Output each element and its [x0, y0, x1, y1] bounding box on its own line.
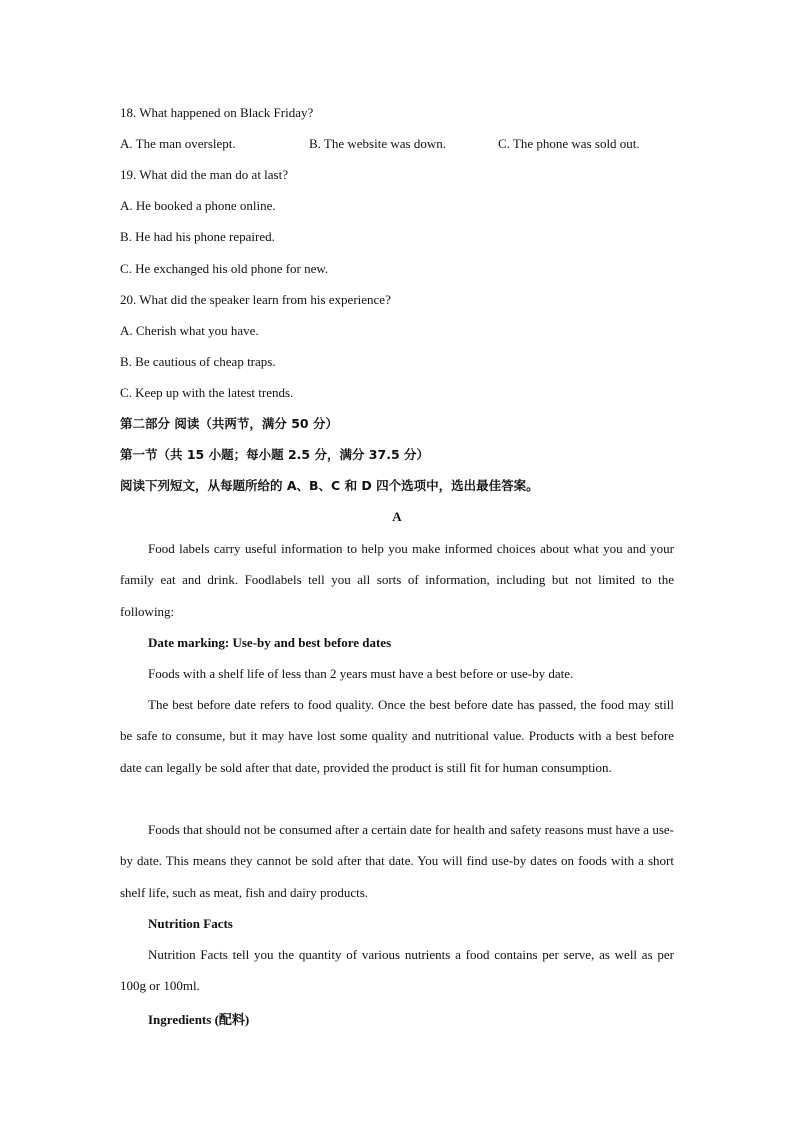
use-by-paragraph: Foods that should not be consumed after a certain date for health and safety reasons must have a use-by date. This means they cannot be sold after that date. You will find use-by dates on foods with a short shelf life, such as meat, fish and dairy products.	[120, 822, 674, 900]
reading-instruction: 阅读下列短文，从每题所给的 A、B、C 和 D 四个选项中，选出最佳答案。	[120, 478, 539, 493]
question-19-option-b: B. He had his phone repaired.	[120, 229, 275, 244]
question-20-stem: 20. What did the speaker learn from his experience?	[120, 292, 391, 307]
passage-label: A	[392, 509, 402, 524]
date-marking-heading: Date marking: Use-by and best before dates	[148, 635, 392, 650]
question-19-option-a: A. He booked a phone online.	[120, 198, 276, 213]
question-20-option-c: C. Keep up with the latest trends.	[120, 385, 294, 400]
best-before-paragraph: The best before date refers to food quality. Once the best before date has passed, the food may still be safe to consume, but it may have lost some quality and nutritional value. Products with a best before date can legally be sold after that date, provided the product is still fit for human consumption.	[120, 697, 674, 775]
question-18-option-c: C. The phone was sold out.	[498, 136, 640, 151]
subsection-title: 第一节（共 15 小题；每小题 2.5 分，满分 37.5 分）	[120, 447, 429, 462]
question-20-option-a: A. Cherish what you have.	[120, 323, 259, 338]
nutrition-facts-paragraph: Nutrition Facts tell you the quantity of various nutrients a food contains per serve, as well as per 100g or 100ml.	[120, 947, 674, 994]
nutrition-facts-heading: Nutrition Facts	[148, 916, 233, 931]
part-title: 第二部分 阅读（共两节，满分 50 分）	[120, 416, 338, 431]
question-19-option-c: C. He exchanged his old phone for new.	[120, 261, 329, 276]
passage-intro-paragraph: Food labels carry useful information to help you make informed choices about what you and your family eat and drink. Foodlabels tell you all sorts of information, including but not limited to the following:	[120, 541, 674, 619]
ingredients-heading: Ingredients (配料)	[148, 1012, 250, 1027]
question-20-option-b: B. Be cautious of cheap traps.	[120, 354, 276, 369]
question-18-option-b: B. The website was down.	[309, 136, 446, 151]
question-18-stem: 18. What happened on Black Friday?	[120, 105, 314, 120]
question-18-option-a: A. The man overslept.	[120, 136, 236, 151]
shelf-life-paragraph: Foods with a shelf life of less than 2 years must have a best before or use-by date.	[148, 666, 574, 681]
question-18-options	[120, 136, 640, 152]
question-19-stem: 19. What did the man do at last?	[120, 167, 288, 182]
